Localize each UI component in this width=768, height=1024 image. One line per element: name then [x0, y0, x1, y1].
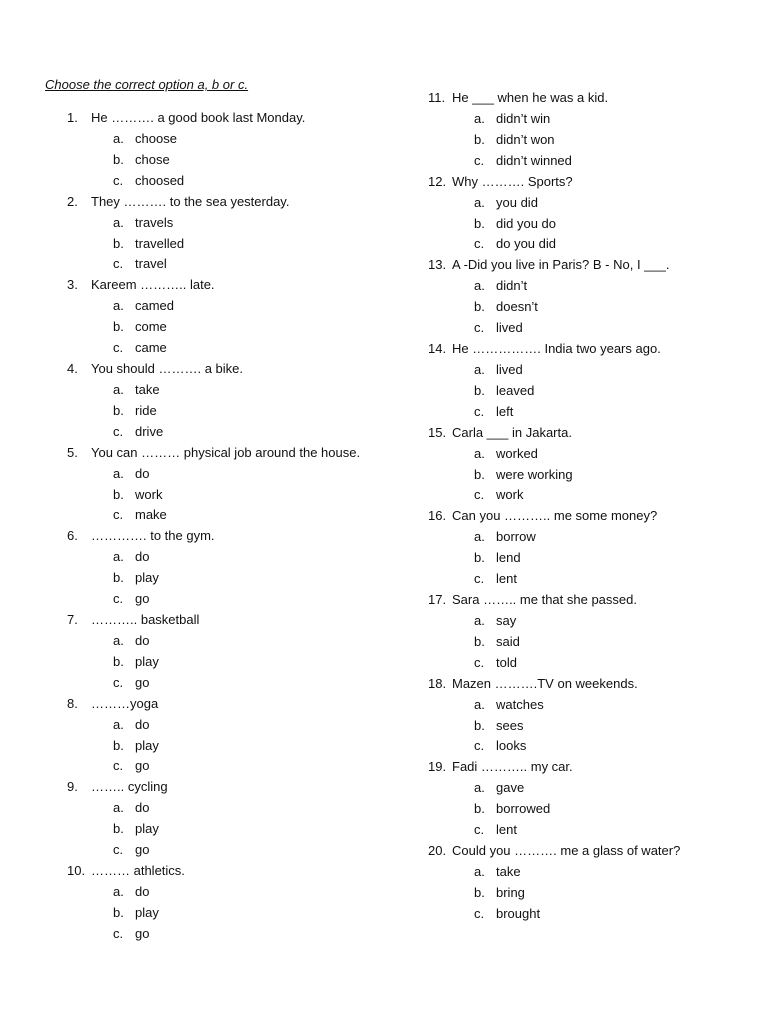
- question-text: He ………. a good book last Monday.: [91, 110, 306, 125]
- answer-option: [67, 547, 407, 568]
- question-number: 6.: [67, 528, 78, 544]
- option-letter: c.: [474, 905, 485, 921]
- option-letter: c.: [113, 340, 124, 356]
- option-letter: c.: [474, 236, 485, 252]
- option-text: choose: [135, 131, 177, 146]
- question-item: [67, 443, 407, 464]
- question-number: 19.: [428, 759, 447, 775]
- question-number: 16.: [428, 508, 447, 524]
- option-letter: b.: [474, 550, 485, 566]
- question-text: ……….. basketball: [91, 612, 200, 628]
- option-letter: a.: [113, 382, 124, 398]
- question-text: You can ……… physical job around the house.: [91, 444, 361, 460]
- option-text: were working: [496, 466, 573, 482]
- answer-option: [67, 903, 407, 924]
- option-letter: a.: [113, 465, 124, 481]
- question-item: [67, 192, 407, 213]
- option-letter: c.: [113, 758, 124, 774]
- option-letter: a.: [474, 278, 485, 294]
- option-letter: c.: [113, 256, 124, 272]
- option-letter: c.: [474, 822, 485, 838]
- answer-option: [67, 673, 407, 694]
- answer-option: [428, 214, 758, 235]
- answer-option: [67, 652, 407, 673]
- question-text: A -Did you live in Paris? B - No, I ___.: [452, 257, 670, 273]
- option-letter: c.: [113, 172, 124, 188]
- option-letter: a.: [474, 194, 485, 210]
- answer-option: [428, 778, 758, 799]
- option-text: travel: [135, 256, 167, 272]
- option-text: didn’t winned: [496, 152, 572, 168]
- option-letter: a.: [474, 445, 485, 461]
- option-letter: b.: [474, 299, 485, 315]
- option-letter: b.: [474, 884, 485, 900]
- question-number: 14.: [428, 341, 447, 357]
- option-letter: b.: [474, 466, 485, 482]
- answer-option: [67, 715, 407, 736]
- option-text: go: [135, 842, 150, 858]
- option-letter: b.: [474, 717, 485, 733]
- answer-option: [428, 632, 758, 653]
- question-item: [67, 275, 407, 296]
- option-text: do you did: [496, 236, 556, 252]
- option-text: did you do: [496, 215, 556, 231]
- option-text: go: [135, 758, 150, 774]
- option-letter: b.: [113, 653, 124, 669]
- option-letter: b.: [474, 131, 485, 147]
- question-item: [67, 777, 407, 798]
- question-text: Why ………. Sports?: [452, 173, 573, 189]
- option-text: go: [135, 925, 150, 941]
- option-text: play: [135, 821, 159, 837]
- answer-option: [428, 904, 758, 925]
- option-letter: c.: [474, 487, 485, 503]
- option-text: camed: [135, 298, 175, 314]
- option-letter: c.: [474, 320, 485, 336]
- question-item: [67, 694, 407, 715]
- option-text: lent: [496, 571, 517, 587]
- answer-option: [67, 736, 407, 757]
- option-text: watches: [496, 696, 544, 712]
- answer-option: [428, 276, 758, 297]
- option-text: work: [496, 487, 524, 503]
- question-item: [67, 861, 407, 882]
- answer-option: [428, 695, 758, 716]
- option-text: drive: [135, 423, 164, 439]
- question-text: Mazen ……….TV on weekends.: [452, 675, 638, 691]
- option-text: play: [135, 653, 159, 669]
- answer-option: [428, 820, 758, 841]
- option-letter: b.: [113, 402, 124, 418]
- option-letter: b.: [113, 486, 124, 502]
- answer-option: [67, 129, 407, 150]
- answer-option: [67, 150, 407, 171]
- question-number: 15.: [428, 424, 447, 440]
- answer-option: [428, 402, 758, 423]
- option-text: came: [135, 340, 167, 356]
- option-text: lived: [496, 362, 523, 378]
- option-text: lent: [496, 822, 517, 838]
- answer-option: [67, 213, 407, 234]
- option-text: borrow: [496, 529, 536, 545]
- question-number: 17.: [428, 592, 447, 608]
- question-item: [428, 339, 758, 360]
- option-text: ride: [135, 402, 157, 418]
- answer-option: [67, 505, 407, 526]
- question-number: 11.: [428, 90, 446, 105]
- option-text: travels: [135, 214, 174, 230]
- question-item: [428, 506, 758, 527]
- answer-option: [67, 819, 407, 840]
- option-text: travelled: [135, 235, 185, 251]
- option-letter: c.: [474, 403, 485, 419]
- option-text: said: [496, 633, 520, 649]
- option-text: didn’t: [496, 278, 528, 294]
- answer-option: [67, 464, 407, 485]
- answer-option: [428, 130, 758, 151]
- option-text: didn’t win: [496, 111, 551, 126]
- question-number: 8.: [67, 695, 78, 711]
- option-letter: a.: [113, 549, 124, 565]
- option-text: lived: [496, 320, 523, 336]
- option-text: left: [496, 403, 514, 419]
- question-item: [428, 88, 758, 109]
- option-letter: b.: [474, 801, 485, 817]
- answer-option: [428, 360, 758, 381]
- option-letter: c.: [474, 738, 485, 754]
- option-text: borrowed: [496, 801, 551, 817]
- option-letter: a.: [474, 864, 485, 880]
- answer-option: [428, 381, 758, 402]
- question-text: They ………. to the sea yesterday.: [91, 193, 290, 209]
- option-text: didn’t won: [496, 131, 555, 147]
- option-text: come: [135, 319, 167, 335]
- answer-option: [428, 234, 758, 255]
- answer-option: [67, 338, 407, 359]
- option-letter: a.: [113, 131, 124, 146]
- option-text: play: [135, 904, 159, 920]
- question-number: 1.: [67, 110, 78, 125]
- answer-option: [67, 756, 407, 777]
- answer-option: [428, 716, 758, 737]
- option-text: leaved: [496, 382, 535, 398]
- question-number: 2.: [67, 193, 78, 209]
- option-letter: b.: [113, 319, 124, 335]
- option-letter: b.: [474, 382, 485, 398]
- option-letter: b.: [113, 737, 124, 753]
- option-letter: b.: [113, 570, 124, 586]
- option-text: looks: [496, 738, 527, 754]
- instruction-heading: Choose the correct option a, b or c.: [45, 77, 249, 92]
- answer-option: [428, 465, 758, 486]
- option-letter: c.: [474, 654, 485, 670]
- option-text: do: [135, 549, 150, 565]
- option-text: make: [135, 507, 167, 523]
- option-text: brought: [496, 905, 541, 921]
- answer-option: [428, 611, 758, 632]
- question-item: [67, 108, 407, 129]
- option-text: do: [135, 465, 150, 481]
- option-text: worked: [496, 445, 538, 461]
- option-letter: a.: [474, 696, 485, 712]
- option-letter: c.: [113, 507, 124, 523]
- question-text: He ……………. India two years ago.: [452, 341, 661, 357]
- question-number: 20.: [428, 843, 447, 859]
- option-letter: b.: [113, 235, 124, 251]
- question-item: [428, 423, 758, 444]
- option-text: go: [135, 674, 150, 690]
- question-number: 7.: [67, 612, 78, 628]
- answer-option: [67, 234, 407, 255]
- answer-option: [67, 485, 407, 506]
- option-text: work: [135, 486, 163, 502]
- option-text: do: [135, 884, 150, 900]
- option-letter: a.: [474, 780, 485, 796]
- right-question-column: [428, 88, 758, 925]
- answer-option: [428, 569, 758, 590]
- question-text: Fadi ……….. my car.: [452, 759, 573, 775]
- option-letter: a.: [113, 800, 124, 816]
- question-item: [428, 255, 758, 276]
- answer-option: [67, 589, 407, 610]
- answer-option: [67, 317, 407, 338]
- option-letter: b.: [113, 904, 124, 920]
- answer-option: [67, 254, 407, 275]
- question-number: 18.: [428, 675, 447, 691]
- option-text: do: [135, 633, 150, 649]
- question-text: Can you ……….. me some money?: [452, 508, 658, 524]
- option-letter: c.: [113, 674, 124, 690]
- question-item: [428, 590, 758, 611]
- answer-option: [67, 380, 407, 401]
- question-item: [67, 610, 407, 631]
- answer-option: [67, 171, 407, 192]
- answer-option: [428, 318, 758, 339]
- answer-option: [428, 799, 758, 820]
- left-question-column: [67, 108, 407, 945]
- answer-option: [67, 422, 407, 443]
- answer-option: [67, 798, 407, 819]
- question-item: [67, 359, 407, 380]
- answer-option: [428, 883, 758, 904]
- question-item: [428, 841, 758, 862]
- question-text: Could you ………. me a glass of water?: [452, 843, 681, 859]
- option-text: say: [496, 613, 517, 629]
- option-letter: c.: [113, 423, 124, 439]
- answer-option: [67, 840, 407, 861]
- question-number: 4.: [67, 361, 78, 377]
- question-text: ………yoga: [91, 695, 159, 711]
- option-letter: a.: [474, 362, 485, 378]
- question-text: Sara …….. me that she passed.: [452, 592, 637, 608]
- option-text: do: [135, 716, 150, 732]
- answer-option: [67, 401, 407, 422]
- answer-option: [428, 193, 758, 214]
- option-letter: c.: [474, 571, 485, 587]
- question-number: 5.: [67, 444, 78, 460]
- option-text: take: [496, 864, 521, 880]
- option-text: doesn’t: [496, 299, 538, 315]
- option-letter: a.: [474, 529, 485, 545]
- question-text: You should ………. a bike.: [91, 361, 243, 377]
- option-letter: a.: [113, 298, 124, 314]
- question-number: 10.: [67, 863, 86, 879]
- question-item: [428, 674, 758, 695]
- question-item: [428, 172, 758, 193]
- option-letter: a.: [113, 716, 124, 732]
- answer-option: [67, 924, 407, 945]
- option-text: chose: [135, 151, 170, 167]
- question-text: ……… athletics.: [91, 863, 185, 879]
- answer-option: [428, 653, 758, 674]
- answer-option: [67, 882, 407, 903]
- answer-option: [428, 151, 758, 172]
- option-letter: a.: [113, 633, 124, 649]
- answer-option: [428, 444, 758, 465]
- option-text: bring: [496, 884, 525, 900]
- question-text: Carla ___ in Jakarta.: [452, 424, 572, 440]
- option-text: play: [135, 570, 159, 586]
- option-letter: a.: [474, 613, 485, 629]
- answer-option: [67, 568, 407, 589]
- option-letter: b.: [474, 215, 485, 231]
- question-number: 13.: [428, 257, 447, 273]
- question-text: …….. cycling: [91, 779, 168, 795]
- option-letter: c.: [113, 591, 124, 607]
- option-letter: c.: [474, 152, 485, 168]
- answer-option: [428, 862, 758, 883]
- option-letter: b.: [113, 821, 124, 837]
- question-text: He ___ when he was a kid.: [452, 90, 609, 105]
- option-text: take: [135, 382, 160, 398]
- option-text: do: [135, 800, 150, 816]
- option-text: play: [135, 737, 159, 753]
- option-letter: b.: [474, 633, 485, 649]
- option-text: you did: [496, 194, 538, 210]
- answer-option: [428, 527, 758, 548]
- question-text: …………. to the gym.: [91, 528, 215, 544]
- question-number: 3.: [67, 277, 78, 293]
- question-item: [67, 526, 407, 547]
- answer-option: [428, 485, 758, 506]
- answer-option: [428, 736, 758, 757]
- answer-option: [428, 297, 758, 318]
- option-letter: a.: [113, 214, 124, 230]
- option-letter: a.: [113, 884, 124, 900]
- option-text: told: [496, 654, 517, 670]
- option-text: gave: [496, 780, 525, 796]
- answer-option: [67, 296, 407, 317]
- option-text: go: [135, 591, 150, 607]
- question-text: Kareem ……….. late.: [91, 277, 215, 293]
- answer-option: [428, 109, 758, 130]
- question-item: [428, 757, 758, 778]
- option-letter: b.: [113, 151, 124, 167]
- answer-option: [67, 631, 407, 652]
- option-text: lend: [496, 550, 521, 566]
- answer-option: [428, 548, 758, 569]
- option-letter: c.: [113, 925, 124, 941]
- option-letter: a.: [474, 111, 485, 126]
- question-number: 9.: [67, 779, 78, 795]
- option-text: sees: [496, 717, 524, 733]
- question-number: 12.: [428, 173, 447, 189]
- option-letter: c.: [113, 842, 124, 858]
- option-text: choosed: [135, 172, 185, 188]
